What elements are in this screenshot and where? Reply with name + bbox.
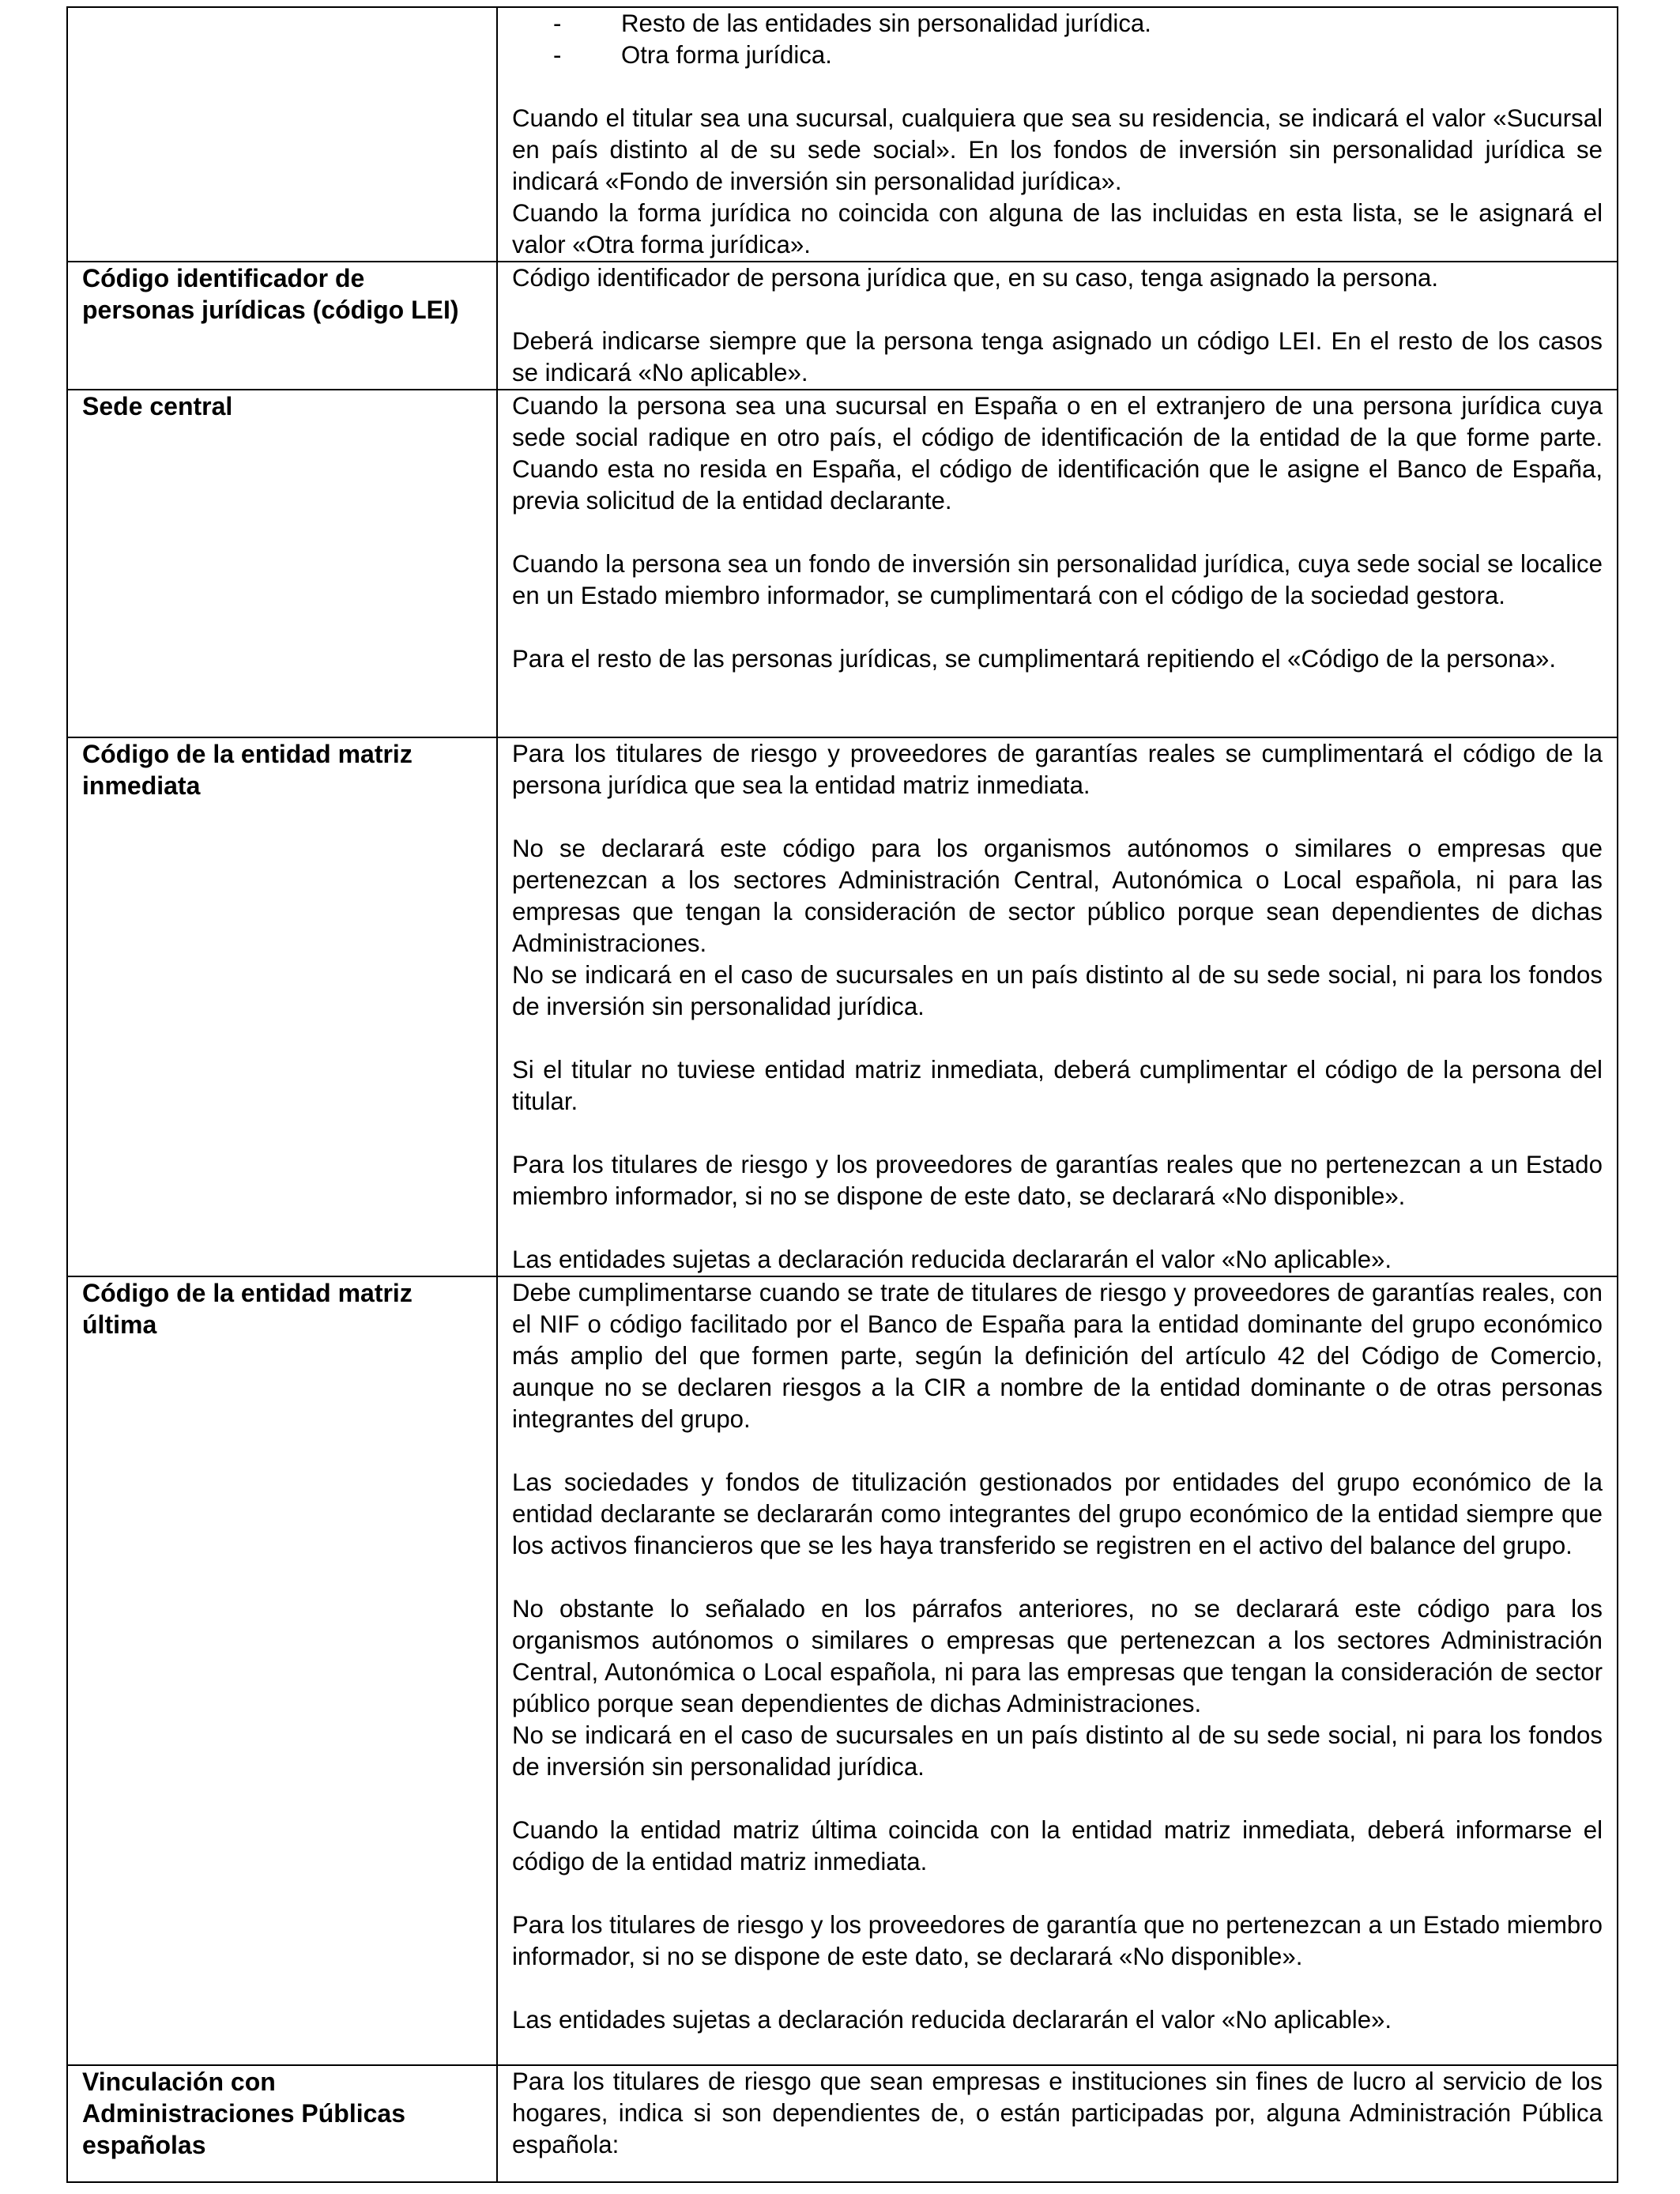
table-row: [67, 262, 1618, 390]
row-description: [497, 737, 1618, 1276]
row-label: [67, 7, 497, 262]
definitions-table: [66, 6, 1618, 2183]
paragraph: Para los titulares de riesgo y proveedores de garantías reales se cumplimentará el código de la persona jurídica que sea la entidad matriz inmediata.: [512, 740, 1603, 799]
paragraph: No se declarará este código para los organismos autónomos o similares o empresas que pertenezcan a los sectores Administración Central, Autonómica o Local española, ni para las empresas que tengan la consideración de sector público porque sean dependientes de dichas Administraciones.: [512, 835, 1603, 957]
table-row: [67, 737, 1618, 1276]
paragraph: Deberá indicarse siempre que la persona tenga asignado un código LEI. En el resto de los casos se indicará «No aplicable».: [512, 327, 1603, 386]
paragraph: Cuando la entidad matriz última coincida con la entidad matriz inmediata, deberá informarse el código de la entidad matriz inmediata.: [512, 1816, 1603, 1875]
paragraph: Las entidades sujetas a declaración reducida declararán el valor «No aplicable».: [512, 1246, 1392, 1273]
row-label: Vinculación con Administraciones Públicas españolas: [67, 2065, 497, 2182]
paragraph: Para el resto de las personas jurídicas, se cumplimentará repitiendo el «Código de la persona».: [512, 645, 1557, 673]
paragraph: Si el titular no tuviese entidad matriz inmediata, deberá cumplimentar el código de la persona del titular.: [512, 1056, 1603, 1115]
paragraph: Cuando la persona sea una sucursal en España o en el extranjero de una persona jurídica cuya sede social radique en otro país, el código de identificación de la entidad de la que forme parte. Cuando esta no resida en España, el código de identificación que le asigne el Banco de España, previa solicitud de la entidad declarante.: [512, 392, 1603, 515]
row-label: Código de la entidad matriz inmediata: [67, 737, 497, 1276]
row-description: [497, 2065, 1618, 2182]
paragraph: Debe cumplimentarse cuando se trate de titulares de riesgo y proveedores de garantías reales, con el NIF o código facilitado por el Banco de España para la entidad dominante del grupo económico más amplio del que formen parte, según la definición del artículo 42 del Código de Comercio, aunque no se declaren riesgos a la CIR a nombre de la entidad dominante o de otras personas integrantes del grupo.: [512, 1279, 1603, 1433]
paragraph: Para los titulares de riesgo y los proveedores de garantía que no pertenezcan a un Estado miembro informador, si no se dispone de este dato, se declarará «No disponible».: [512, 1911, 1603, 1970]
row-description: [497, 7, 1618, 262]
table-row: [67, 7, 1618, 262]
table-row: [67, 1276, 1618, 2065]
paragraph: Cuando el titular sea una sucursal, cualquiera que sea su residencia, se indicará el valor «Sucursal en país distinto al de su sede social». En los fondos de inversión sin personalidad jurídica se indicará «Fondo de inversión sin personalidad jurídica».: [512, 104, 1603, 195]
paragraph: Las entidades sujetas a declaración reducida declararán el valor «No aplicable».: [512, 2006, 1392, 2034]
row-label: Código identificador de personas jurídicas (código LEI): [67, 262, 497, 390]
row-description: [497, 1276, 1618, 2065]
paragraph: No se indicará en el caso de sucursales en un país distinto al de su sede social, ni para los fondos de inversión sin personalidad jurídica.: [512, 961, 1603, 1020]
list-item: - Otra forma jurídica.: [553, 41, 832, 69]
row-description: [497, 390, 1618, 737]
paragraph: No se indicará en el caso de sucursales en un país distinto al de su sede social, ni para los fondos de inversión sin personalidad jurídica.: [512, 1721, 1603, 1781]
row-label: Sede central: [67, 390, 497, 737]
row-description: [497, 262, 1618, 390]
table-row: [67, 390, 1618, 737]
list-item: - Resto de las entidades sin personalidad jurídica.: [553, 9, 1151, 37]
paragraph: Cuando la forma jurídica no coincida con alguna de las incluidas en esta lista, se le asignará el valor «Otra forma jurídica».: [512, 199, 1603, 258]
paragraph: Cuando la persona sea un fondo de inversión sin personalidad jurídica, cuya sede social se localice en un Estado miembro informador, se cumplimentará con el código de la sociedad gestora.: [512, 550, 1603, 609]
table-row: [67, 2065, 1618, 2182]
paragraph: Las sociedades y fondos de titulización gestionados por entidades del grupo económico de la entidad declarante se declararán como integrantes del grupo económico de la entidad siempre que los activos financieros que se les haya transferido se registren en el activo del balance del grupo.: [512, 1468, 1603, 1559]
paragraph: No obstante lo señalado en los párrafos anteriores, no se declarará este código para los organismos autónomos o similares o empresas que pertenezcan a los sectores Administración Central, Autonómica o Local española, ni para las empresas que tengan la consideración de sector público porque sean dependientes de dichas Administraciones.: [512, 1595, 1603, 1717]
row-label: Código de la entidad matriz última: [67, 1276, 497, 2065]
paragraph: Para los titulares de riesgo que sean empresas e instituciones sin fines de lucro al servicio de los hogares, indica si son dependientes de, o están participadas por, alguna Administración Pública española:: [512, 2068, 1603, 2158]
paragraph: Para los titulares de riesgo y los proveedores de garantías reales que no pertenezcan a un Estado miembro informador, si no se dispone de este dato, se declarará «No disponible».: [512, 1151, 1603, 1210]
paragraph: Código identificador de persona jurídica que, en su caso, tenga asignado la persona.: [512, 264, 1439, 292]
